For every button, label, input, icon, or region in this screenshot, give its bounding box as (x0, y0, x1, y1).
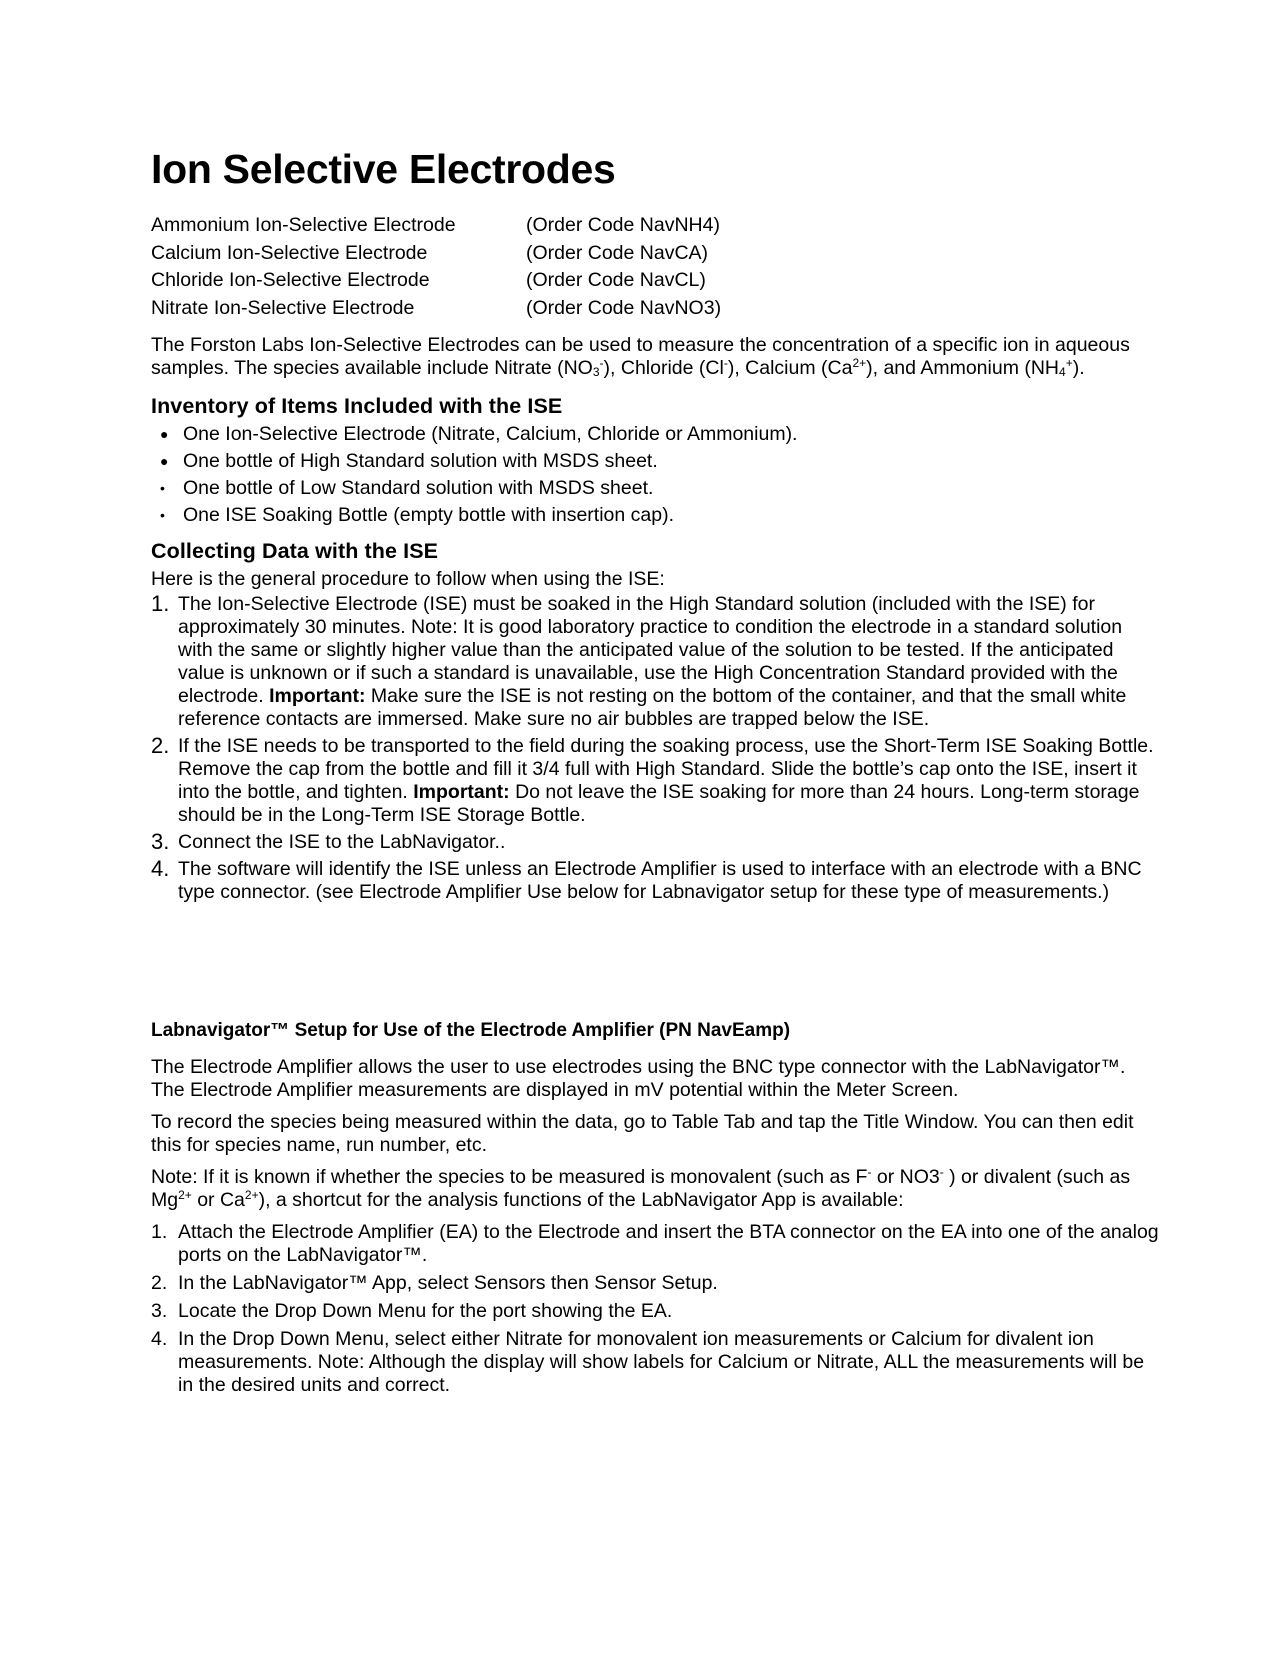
list-item: • One ISE Soaking Bottle (empty bottle with insertion cap). (151, 502, 1160, 529)
list-item: 2. If the ISE needs to be transported to the field during the soaking process, use the Short-Term ISE Soaking Bottle. Remove the cap from the bottle and fill it 3/4 full with High Standard. Slide the bottle’s cap onto the ISE, insert it into the bottle, and tighten. Important: Do not leave the ISE soaking for more than 24 hours. Long-term storage should be in the Long-Term ISE Storage Bottle. (151, 733, 1154, 826)
product-order-code: (Order Code NavNO3) (526, 296, 722, 319)
product-list (151, 214, 721, 324)
bullet-icon: • (160, 507, 165, 523)
list-item: ● One bottle of High Standard solution with MSDS sheet. (151, 448, 1160, 475)
intro-paragraph: The Forston Labs Ion-Selective Electrodes can be used to measure the concentration of a specific ion in aqueous samples. The species available include Nitrate $(NO_3^-)$, Chloride (Cl-), Calcium $(Ca^{2+})$, and Ammonium $(NH_4^+)$. (151, 334, 1130, 379)
amplifier-heading: Labnavigator™ Setup for Use of the Electrode Amplifier (PN NavEamp) (151, 1020, 791, 1041)
list-item: 3. Locate the Drop Down Menu for the port showing the EA. (151, 1300, 673, 1322)
collecting-steps (151, 593, 1160, 904)
collecting-heading: Collecting Data with the ISE (151, 539, 439, 563)
list-item: 4. In the Drop Down Menu, select either Nitrate for monovalent ion measurements or Calcium for divalent ion measurements. Note: Although the display will show labels for Calcium or Nitrate, ALL the measurements will be in the desired units and correct. (151, 1328, 1145, 1396)
inventory-list (151, 421, 1160, 529)
amplifier-paragraph: To record the species being measured within the data, go to Table Tab and tap the Title Window. You can then edit this for species name, run number, etc. (151, 1111, 1134, 1156)
amplifier-note: Note: If it is known if whether the species to be measured is monovalent (such as F- or NO3- ) or divalent (such as $Mg^{2+}$ or $Ca^{2+}$), a shortcut for the analysis functions of the LabNavigator App is available: (151, 1165, 1131, 1211)
product-name: Ammonium Ion-Selective Electrode (151, 214, 456, 236)
bullet-icon: ● (160, 453, 169, 469)
list-item: ● One Ion-Selective Electrode (Nitrate, Calcium, Chloride or Ammonium). (151, 421, 1160, 448)
bullet-icon: • (160, 480, 165, 496)
list-item: 4. The software will identify the ISE unless an Electrode Amplifier is used to interface with an electrode with a BNC type connector. (see Electrode Amplifier Use below for Labnavigator setup for these type of measurements.) (151, 856, 1142, 903)
list-item: • One bottle of Low Standard solution with MSDS sheet. (151, 475, 1160, 502)
list-item: 3. Connect the ISE to the LabNavigator.. (151, 829, 506, 854)
product-name: Nitrate Ion-Selective Electrode (151, 296, 415, 319)
product-row (151, 269, 721, 297)
inventory-heading: Inventory of Items Included with the ISE (151, 394, 563, 418)
product-row (151, 214, 721, 242)
amplifier-paragraph: The Electrode Amplifier allows the user to use electrodes using the BNC type connector with the LabNavigator™. The Electrode Amplifier measurements are displayed in mV potential within the Meter Screen. (151, 1056, 1126, 1101)
product-name: Chloride Ion-Selective Electrode (151, 269, 430, 291)
product-row (151, 242, 721, 270)
amplifier-steps (151, 1221, 1160, 1397)
product-order-code: (Order Code NavCA) (526, 241, 709, 264)
product-order-code: (Order Code NavCL) (526, 269, 706, 291)
product-name: Calcium Ion-Selective Electrode (151, 241, 428, 264)
collecting-lead: Here is the general procedure to follow when using the ISE: (151, 568, 665, 590)
product-row (151, 297, 721, 325)
list-item: 2. In the LabNavigator™ App, select Sensors then Sensor Setup. (151, 1272, 718, 1294)
list-item: 1. Attach the Electrode Amplifier (EA) to the Electrode and insert the BTA connector on the EA into one of the analog ports on the LabNavigator™. (151, 1221, 1159, 1266)
product-order-code: (Order Code NavNH4) (526, 214, 720, 236)
bullet-icon: ● (160, 426, 169, 442)
list-item: 1. The Ion-Selective Electrode (ISE) must be soaked in the High Standard solution (included with the ISE) for approximately 30 minutes. Note: It is good laboratory practice to condition the electrode in a standard solution with the same or slightly higher value than the anticipated value of the solution to be tested. If the anticipated value is unknown or if such a standard is unavailable, use the High Concentration Standard provided with the electrode. Important: Make sure the ISE is not resting on the bottom of the container, and that the small white reference contacts are immersed. Make sure no air bubbles are trapped below the ISE. (151, 591, 1127, 730)
page-title: Ion Selective Electrodes (151, 146, 616, 192)
